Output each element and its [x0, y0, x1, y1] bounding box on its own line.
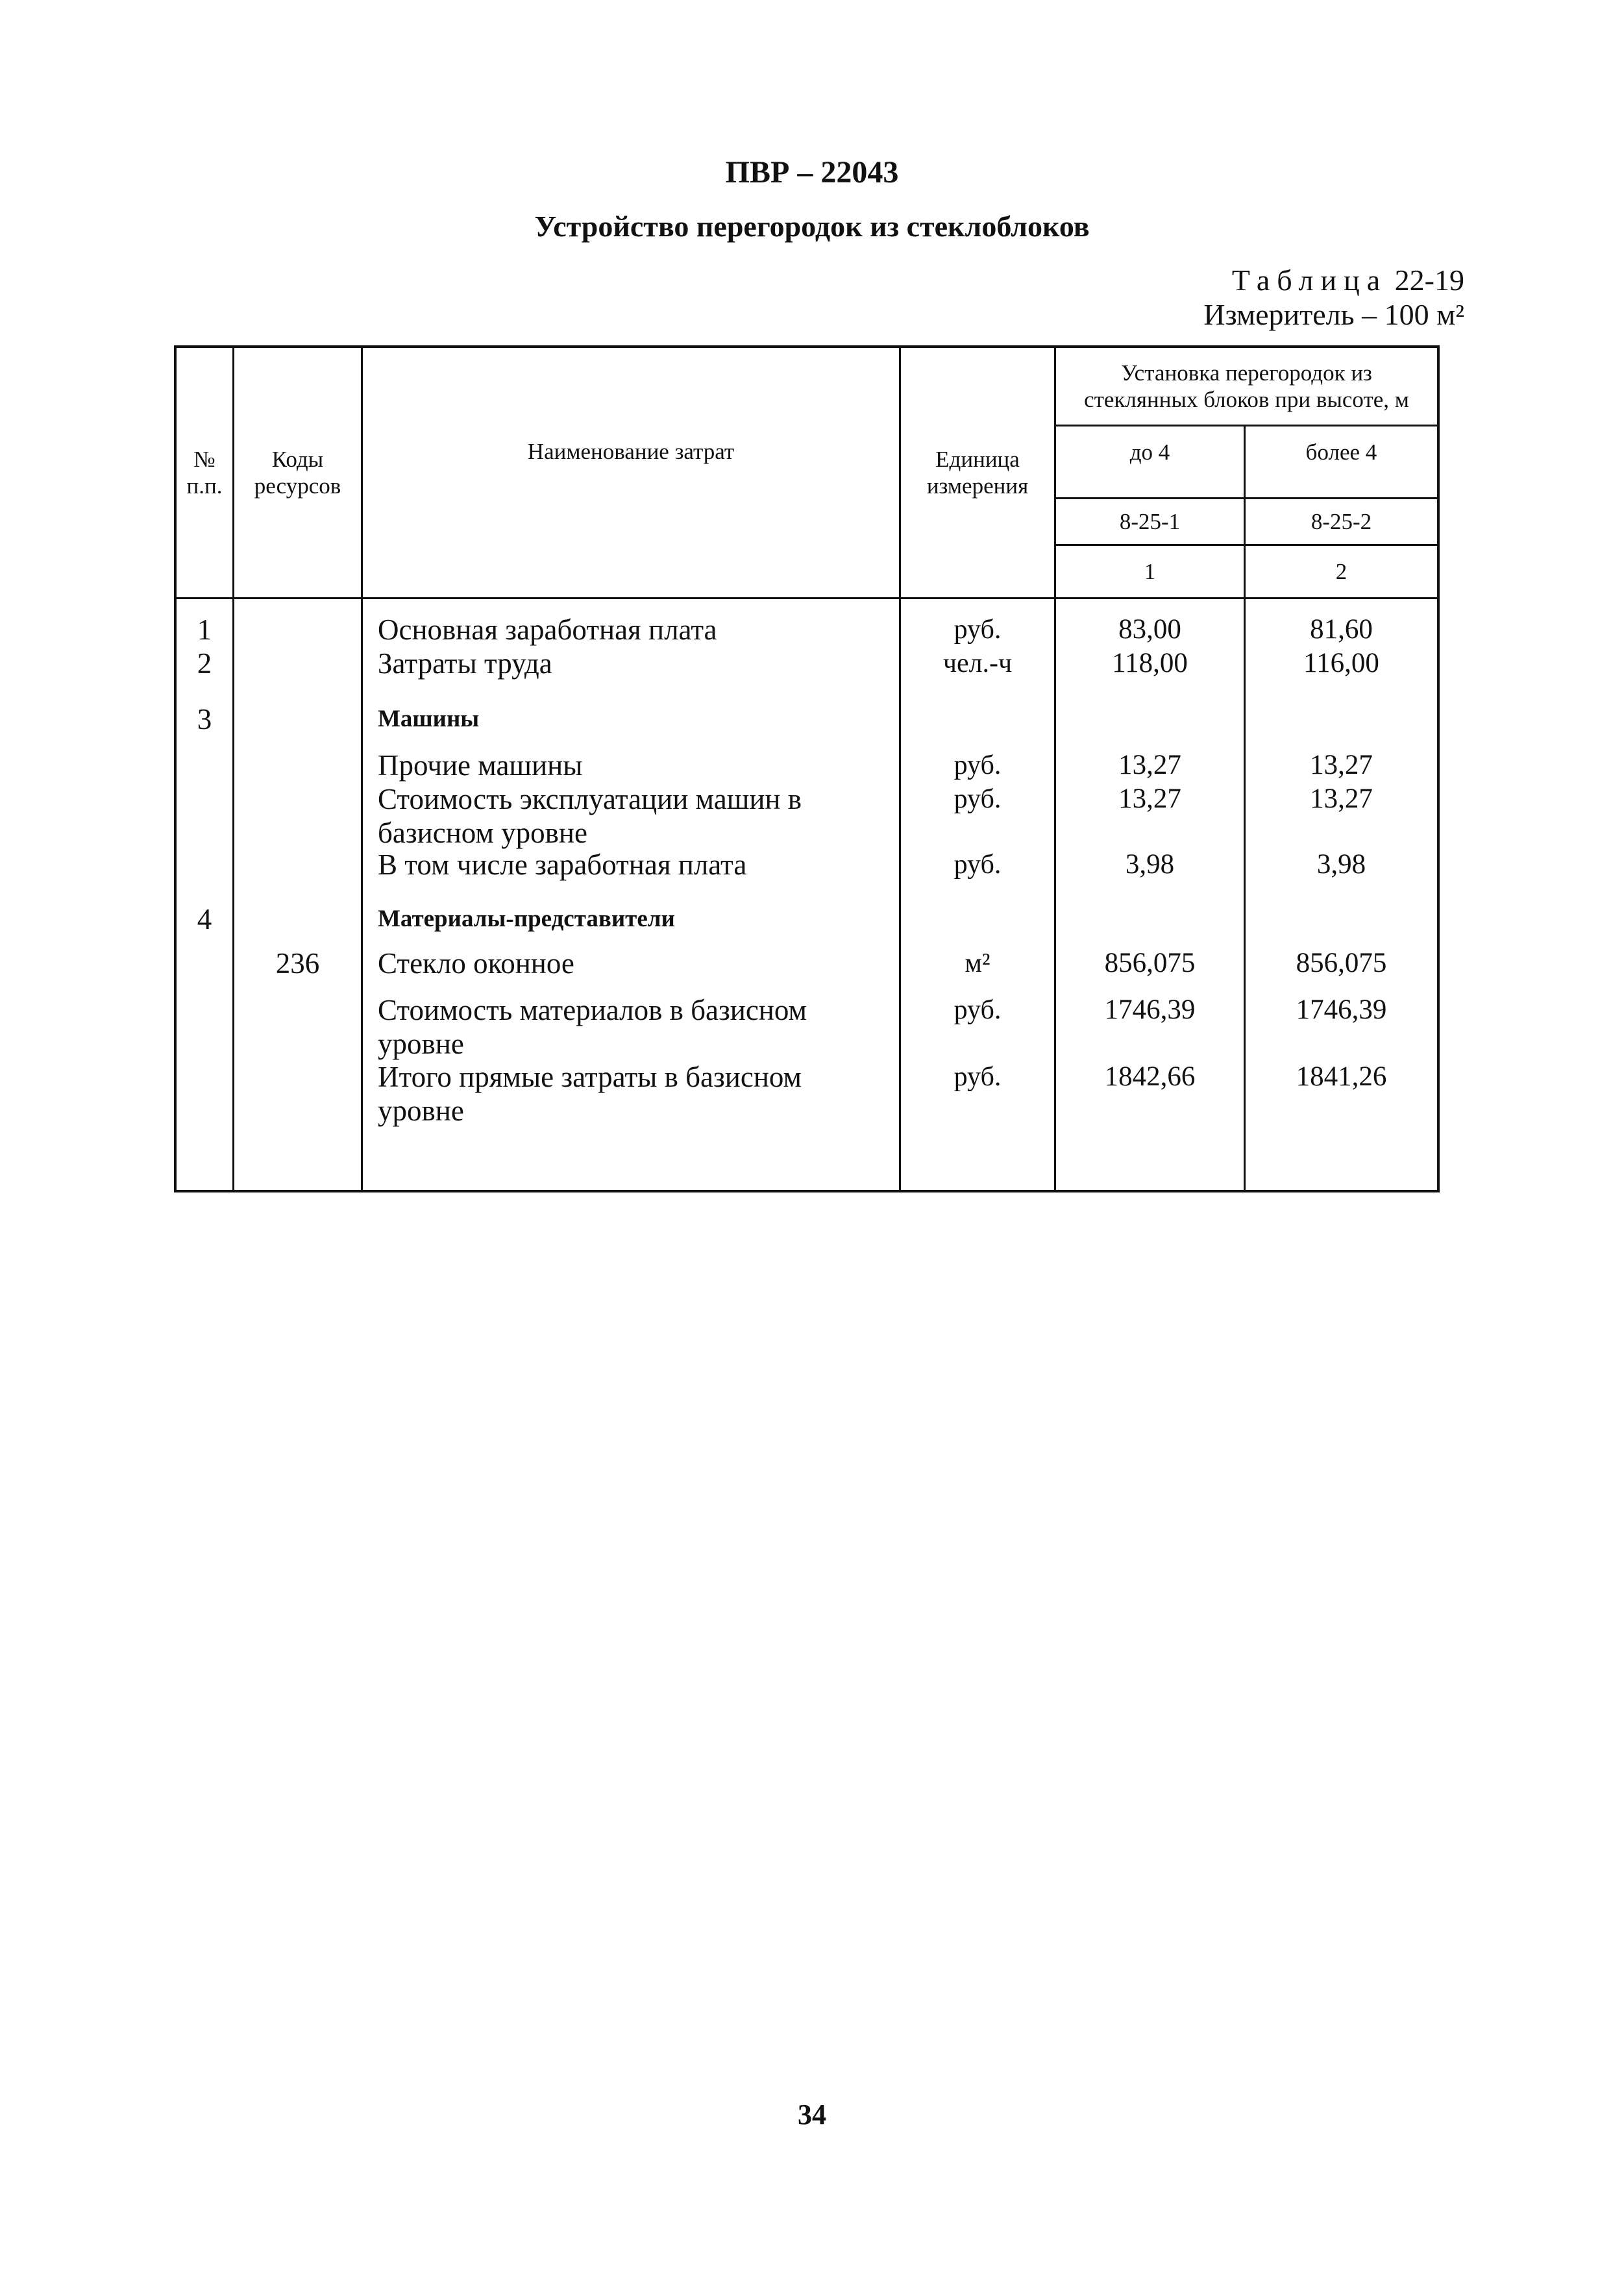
value-col1: 118,00: [1112, 648, 1188, 678]
cost-name: Затраты труда: [378, 647, 552, 680]
value-col1: 13,27: [1118, 784, 1181, 814]
header-group: Установка перегородок из стеклянных блоков при высоте, м: [1084, 360, 1409, 412]
header-index1: 1: [1144, 558, 1156, 584]
cost-unit: руб.: [953, 615, 1002, 645]
cost-name: Машины: [378, 706, 480, 732]
header-col2: более 4: [1305, 439, 1377, 465]
value-col2: 856,075: [1296, 948, 1387, 978]
cost-name: Стекло оконное: [378, 947, 574, 980]
row-number: 2: [197, 647, 212, 680]
value-col2: 1841,26: [1296, 1061, 1387, 1092]
cost-name: Основная заработная плата: [378, 613, 717, 646]
header-num: № п.п.: [186, 446, 223, 499]
cost-unit: руб.: [953, 750, 1002, 780]
header-name: Наименование затрат: [527, 439, 735, 465]
value-col1: 13,27: [1118, 750, 1181, 780]
table-border-right: [1437, 345, 1440, 1192]
cost-unit: чел.-ч: [942, 648, 1013, 678]
table-border-bottom: [174, 1190, 1440, 1192]
row-number: 4: [197, 903, 212, 935]
cost-name: Материалы-представители: [378, 906, 675, 932]
header-index2: 2: [1335, 558, 1347, 584]
table-caption: [1232, 263, 1464, 297]
header-codes: Коды ресурсов: [254, 446, 341, 499]
table-number: 22-19: [1394, 264, 1464, 297]
header-code1: 8-25-1: [1119, 508, 1181, 534]
document-code: ПВР – 22043: [725, 155, 899, 190]
value-col2: 13,27: [1310, 750, 1373, 780]
cost-unit: руб.: [953, 784, 1002, 814]
cost-unit: руб.: [953, 1062, 1002, 1092]
cost-name: Прочие машины: [378, 749, 583, 782]
value-col2: 3,98: [1316, 849, 1366, 880]
value-col1: 83,00: [1118, 614, 1181, 645]
value-col2: 116,00: [1303, 648, 1379, 678]
value-col1: 856,075: [1104, 948, 1196, 978]
value-col1: 3,98: [1125, 849, 1175, 880]
header-unit: Единица измерения: [926, 446, 1029, 499]
header-code2: 8-25-2: [1310, 508, 1372, 534]
cost-name: Стоимость материалов в базисном уровне: [378, 994, 807, 1060]
cost-name: В том числе заработная плата: [378, 848, 747, 881]
page-number: 34: [798, 2099, 826, 2131]
measure-unit: Измеритель – 100 м²: [1203, 298, 1464, 331]
cost-unit: руб.: [953, 850, 1002, 880]
resource-code: 236: [275, 947, 320, 980]
value-col2: 81,60: [1310, 614, 1373, 645]
document-title: Устройство перегородок из стеклоблоков: [534, 210, 1090, 243]
header-col1: до 4: [1129, 439, 1170, 465]
value-col1: 1842,66: [1104, 1061, 1196, 1092]
header-bottom-line: [174, 597, 1440, 599]
row-number: 1: [197, 613, 212, 646]
value-col2: 1746,39: [1296, 994, 1387, 1025]
value-col1: 1746,39: [1104, 994, 1196, 1025]
value-col2: 13,27: [1310, 784, 1373, 814]
cost-name: Итого прямые затраты в базисном уровне: [378, 1061, 802, 1127]
cost-name: Стоимость эксплуатации машин в базисном уровне: [378, 783, 802, 849]
cost-unit: м²: [965, 948, 990, 978]
table-label: Таблица: [1231, 264, 1388, 297]
cost-unit: руб.: [953, 995, 1002, 1025]
row-number: 3: [197, 703, 212, 735]
